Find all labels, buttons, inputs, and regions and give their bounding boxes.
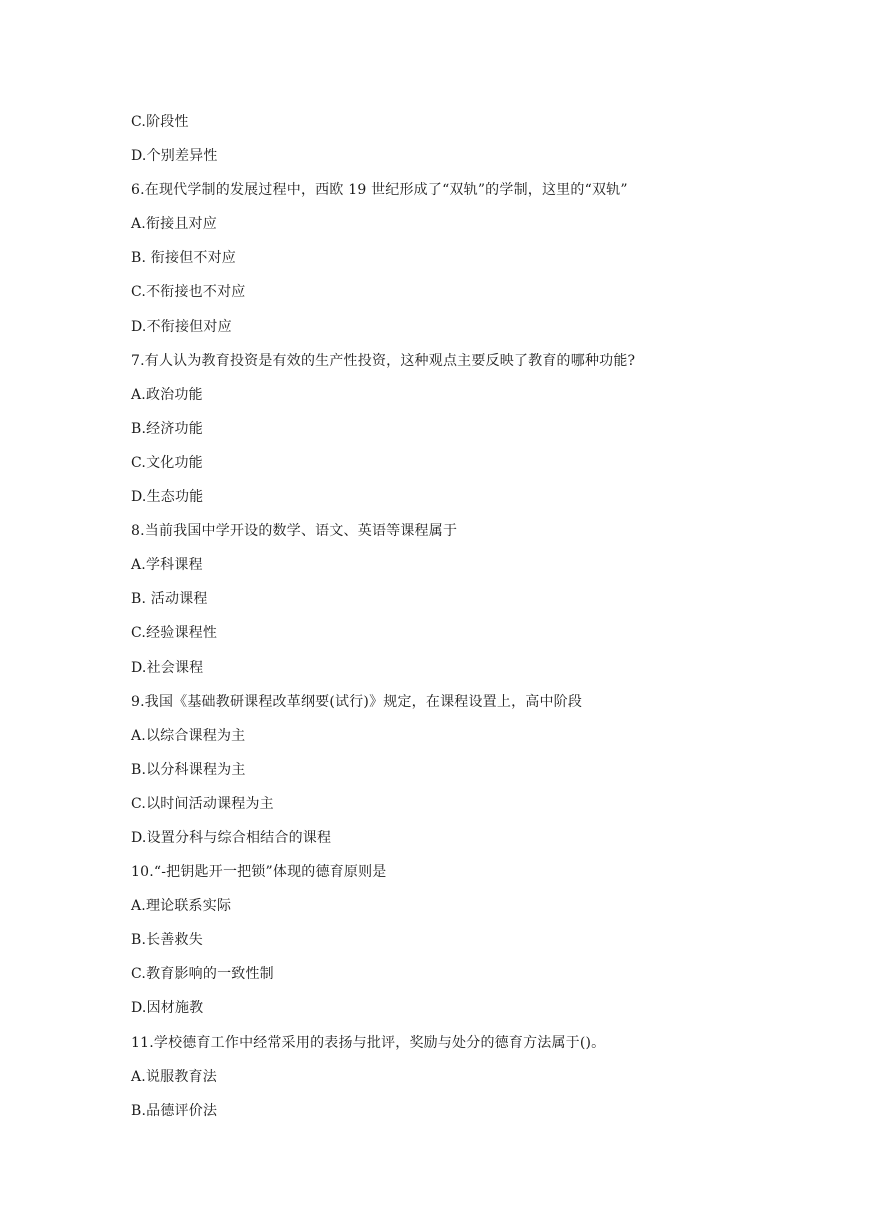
option-line: D.因材施教 bbox=[131, 1000, 204, 1017]
document-body bbox=[131, 108, 771, 1131]
question-line: 7.有人认为教育投资是有效的生产性投资，这种观点主要反映了教育的哪种功能? bbox=[131, 352, 636, 369]
option-line: D.设置分科与综合相结合的课程 bbox=[131, 829, 332, 846]
option-line: D.不衔接但对应 bbox=[131, 318, 232, 335]
option-line: C.经验课程性 bbox=[131, 625, 218, 642]
option-line: C.教育影响的一致性制 bbox=[131, 966, 274, 983]
option-line: D.个别差异性 bbox=[131, 148, 218, 165]
question-line: 8.当前我国中学开设的数学、语文、英语等课程属于 bbox=[131, 523, 458, 540]
option-line: B. 衔接但不对应 bbox=[131, 250, 236, 267]
option-line: D.生态功能 bbox=[131, 489, 204, 506]
question-line: 10.“-把钥匙开一把锁”体现的德育原则是 bbox=[131, 864, 387, 881]
option-line: C.阶段性 bbox=[131, 114, 189, 130]
option-line: A.衔接且对应 bbox=[131, 216, 217, 233]
option-line: A.理论联系实际 bbox=[131, 898, 232, 915]
option-line: C.不衔接也不对应 bbox=[131, 284, 246, 301]
option-line: A.学科课程 bbox=[131, 557, 203, 574]
option-line: B.以分科课程为主 bbox=[131, 761, 246, 778]
option-line: B.长善救失 bbox=[131, 932, 203, 949]
option-line: D.社会课程 bbox=[131, 659, 204, 676]
option-line: A.说服教育法 bbox=[131, 1068, 217, 1085]
option-line: A.政治功能 bbox=[131, 386, 203, 403]
question-line: 11.学校德育工作中经常采用的表扬与批评，奖励与处分的德育方法属于()。 bbox=[131, 1034, 606, 1051]
option-line: B.经济功能 bbox=[131, 420, 203, 437]
option-line: C.以时间活动课程为主 bbox=[131, 795, 274, 812]
option-line: A.以综合课程为主 bbox=[131, 727, 246, 744]
option-line: C.文化功能 bbox=[131, 454, 203, 471]
option-line: B.品德评价法 bbox=[131, 1102, 218, 1119]
option-line: B. 活动课程 bbox=[131, 591, 208, 608]
question-line: 6.在现代学制的发展过程中，西欧 19 世纪形成了“双轨”的学制，这里的“双轨” bbox=[131, 182, 628, 199]
question-line: 9.我国《基础教研课程改革纲要(试行)》规定，在课程设置上，高中阶段 bbox=[131, 693, 583, 710]
